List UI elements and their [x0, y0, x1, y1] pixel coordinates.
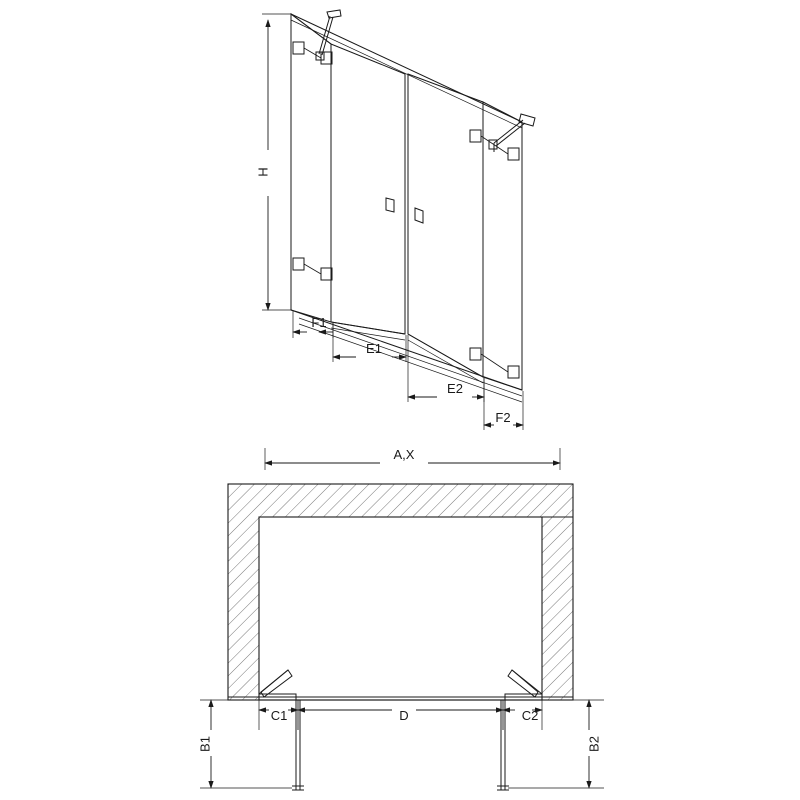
wall-hatch-right	[542, 517, 573, 700]
label-height: H	[255, 167, 271, 177]
label-c1: C1	[270, 708, 288, 723]
label-b2: B2	[586, 736, 602, 752]
label-f1: F1	[311, 315, 327, 330]
wall-inner	[259, 517, 542, 700]
dimension-e2	[408, 335, 484, 402]
hinge-left-upper	[293, 42, 332, 64]
handle-right-door	[415, 208, 423, 223]
label-c2: C2	[521, 708, 539, 723]
fixed-panel-left	[291, 14, 331, 322]
hinge-left-lower	[293, 258, 332, 280]
label-overall-width: A,X	[393, 447, 415, 462]
plan-right-return-panel	[505, 670, 542, 700]
meeting-stile	[405, 74, 408, 334]
door-leaf-right	[408, 74, 483, 377]
label-f2: F2	[495, 410, 511, 425]
label-e2: E2	[447, 381, 463, 396]
top-plan-view	[200, 484, 604, 790]
label-b1: B1	[197, 736, 213, 752]
door-leaf-left	[331, 44, 405, 334]
plan-left-return-panel	[259, 670, 296, 700]
wall-hatch-left-top	[228, 484, 573, 700]
label-e1: E1	[366, 341, 382, 356]
front-elevation-view	[262, 10, 560, 470]
label-d: D	[399, 708, 409, 723]
handle-left-door	[386, 198, 394, 212]
dimension-height	[262, 14, 292, 310]
door-bottom-seal	[331, 322, 483, 383]
